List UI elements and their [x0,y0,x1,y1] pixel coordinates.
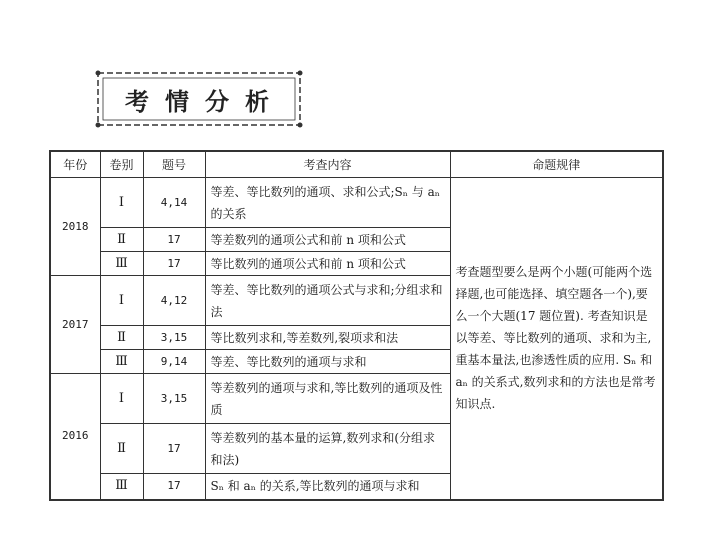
content-cell: 等比数列的通项公式和前 n 项和公式 [205,252,450,276]
question-number-cell: 3,15 [143,326,205,350]
paper-cell: Ⅰ [100,276,143,326]
year-cell: 2018 [50,178,100,276]
exam-analysis-table [49,150,664,501]
content-cell: 等比数列求和,等差数列,裂项求和法 [205,326,450,350]
paper-cell: Ⅲ [100,252,143,276]
content-cell: 等差、等比数列的通项公式与求和;分组求和法 [205,276,450,326]
column-header: 命题规律 [450,151,663,178]
year-cell: 2016 [50,374,100,500]
rule-cell: 考查题型要么是两个小题(可能两个选择题,也可能选择、填空题各一个),要么一个大题(17 题位置). 考查知识是以等差、等比数列的通项、求和为主,重基本量法,也渗透性质的应用. Sₙ 和 aₙ 的关系式,数列求和的方法也是常考知识点. [450,178,663,500]
page-title: 考情分析 [125,87,285,116]
paper-cell: Ⅰ [100,374,143,424]
content-cell: 等差、等比数列的通项、求和公式;Sₙ 与 aₙ 的关系 [205,178,450,228]
paper-cell: Ⅱ [100,424,143,474]
content-cell: 等差数列的通项公式和前 n 项和公式 [205,228,450,252]
paper-cell: Ⅱ [100,228,143,252]
question-number-cell: 17 [143,252,205,276]
question-number-cell: 17 [143,228,205,252]
section-title-box [95,70,303,128]
content-cell: Sₙ 和 aₙ 的关系,等比数列的通项与求和 [205,474,450,500]
column-header: 卷别 [100,151,143,178]
column-header: 考查内容 [205,151,450,178]
question-number-cell: 4,12 [143,276,205,326]
year-cell: 2017 [50,276,100,374]
content-cell: 等差、等比数列的通项与求和 [205,350,450,374]
column-header: 题号 [143,151,205,178]
question-number-cell: 17 [143,424,205,474]
paper-cell: Ⅱ [100,326,143,350]
question-number-cell: 9,14 [143,350,205,374]
table-row [50,178,663,228]
content-cell: 等差数列的通项与求和,等比数列的通项及性质 [205,374,450,424]
question-number-cell: 4,14 [143,178,205,228]
paper-cell: Ⅰ [100,178,143,228]
table-header-row [50,151,663,178]
question-number-cell: 3,15 [143,374,205,424]
column-header: 年份 [50,151,100,178]
paper-cell: Ⅲ [100,350,143,374]
paper-cell: Ⅲ [100,474,143,500]
content-cell: 等差数列的基本量的运算,数列求和(分组求和法) [205,424,450,474]
question-number-cell: 17 [143,474,205,500]
